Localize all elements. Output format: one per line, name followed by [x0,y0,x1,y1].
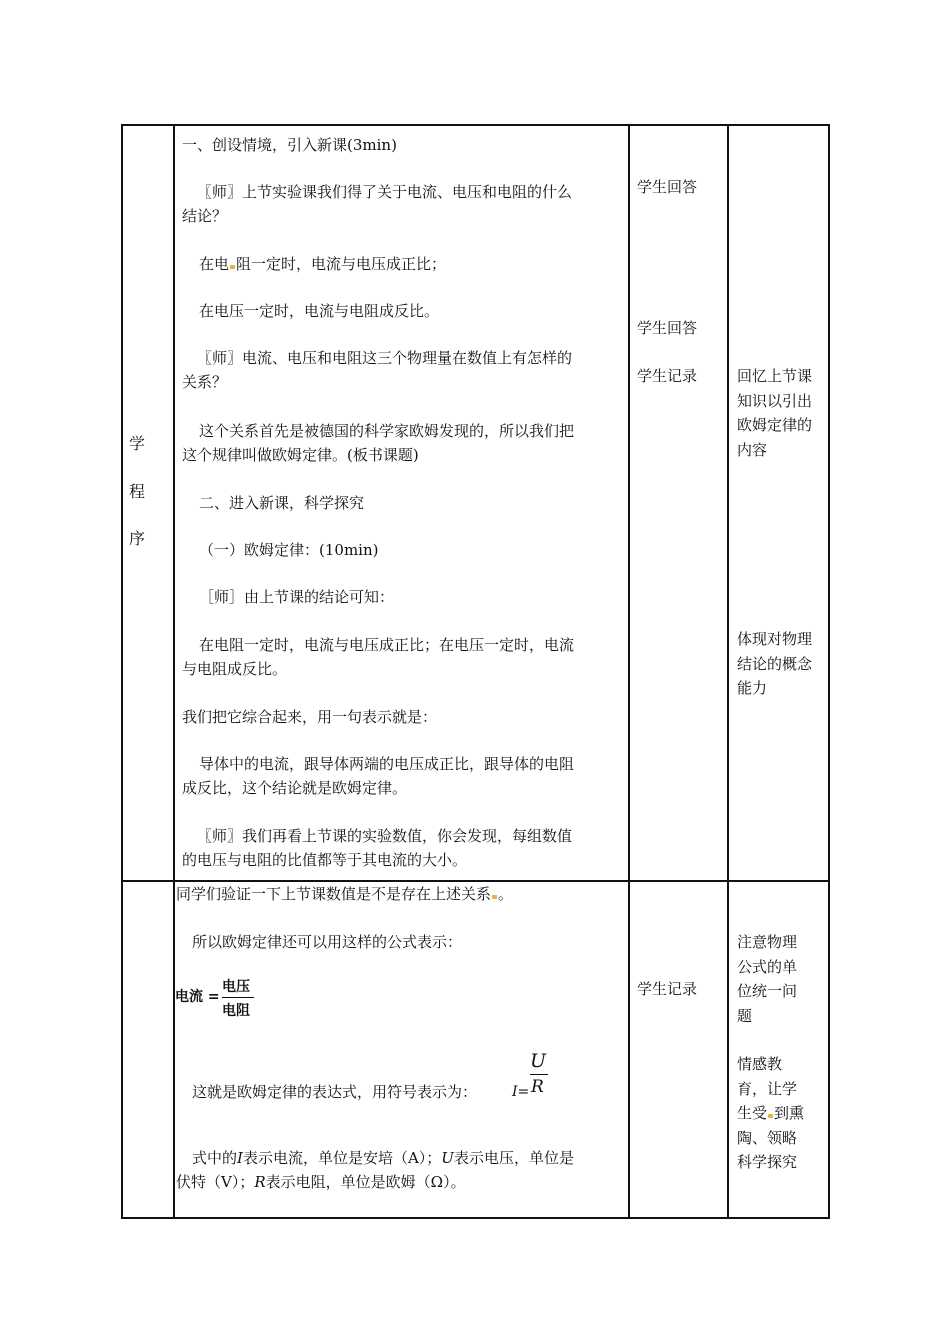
combined-conclusion-line-1: 在电阻一定时，电流与电压成正比；在电压一定时，电流 [199,636,575,654]
intent-3-line-3: 位统一问 [737,982,798,1000]
teacher-question-1-line-2: 结论？ [182,207,228,225]
intent-4-line-1: 情感教 [737,1055,783,1073]
student-activity-record-1: 学生记录 [637,367,698,385]
word-formula-denominator: 电阻 [222,1003,250,1019]
intent-2-line-2: 结论的概念 [737,655,813,673]
symbol-resistance: R [254,1173,266,1191]
symbolic-formula-lhs: I= [512,1084,530,1100]
intent-1-line-1: 回忆上节课 [737,367,813,385]
intent-2-line-3: 能力 [737,679,768,697]
answer-1-part-b: 阻一定时，电流与电压成正比； [236,255,447,273]
intent-4-line-5: 科学探究 [737,1153,798,1171]
table-border-left [121,124,123,1219]
intent-4-line-2: 育，让学 [737,1080,798,1098]
intent-4-text: 到熏 [774,1104,805,1122]
section-heading-1: 一、创设情境，引入新课(3min) [182,136,397,154]
units-text: 式中的 [192,1149,238,1167]
student-activity-record-2: 学生记录 [637,980,698,998]
subheading-ohms-law: （一）欧姆定律：(10min) [199,541,379,559]
verify-end: 。 [498,885,514,903]
units-text: 表示电压，单位是 [453,1149,574,1167]
table-col-divider-1 [173,124,175,1219]
ohms-law-statement-line-2: 成反比，这个结论就是欧姆定律。 [182,779,408,797]
verify-line [176,882,513,906]
verify-text: 同学们验证一下上节课数值是不是存在上述关系 [176,885,492,903]
symbolic-intro: 这就是欧姆定律的表达式，用符号表示为： [192,1083,478,1101]
formula-intro: 所以欧姆定律还可以用这样的公式表示： [192,933,463,951]
intent-1-line-4: 内容 [737,441,768,459]
summary-intro: 我们把它综合起来，用一句表示就是： [182,708,438,726]
intent-3-line-1: 注意物理 [737,933,798,951]
side-label-char-1: 学 [129,434,146,453]
teacher-question-3-line-2: 的电压与电阻的比值都等于其电流的大小。 [182,851,468,869]
intent-4-line-3 [737,1101,804,1125]
student-activity-answer-2: 学生回答 [637,319,698,337]
word-formula-numerator: 电压 [222,979,250,995]
intent-3-line-2: 公式的单 [737,958,798,976]
section-heading-2: 二、进入新课，科学探究 [199,494,365,512]
highlight-marker [230,265,235,269]
ohms-law-statement-line-1: 导体中的电流，跟导体两端的电压成正比，跟导体的电阻 [199,755,575,773]
intent-3-line-4: 题 [737,1007,753,1025]
teacher-question-2-line-2: 关系？ [182,373,228,391]
teacher-intro: ［师］由上节课的结论可知： [199,588,395,606]
symbol-voltage: U [441,1149,454,1167]
table-border-top [121,124,830,126]
history-line-2: 这个规律叫做欧姆定律。(板书课题) [182,446,419,464]
units-line-1 [192,1146,574,1170]
units-text: 伏特（V）； [176,1173,255,1191]
highlight-marker [492,895,497,899]
table-col-divider-2 [628,124,630,1219]
intent-1-line-2: 知识以引出 [737,392,813,410]
answer-1 [199,252,446,276]
intent-4-text: 生受 [737,1104,768,1122]
highlight-marker [768,1114,773,1118]
teacher-question-3-line-1: 〖师〗我们再看上节课的实验数值，你会发现，每组数值 [197,827,573,845]
intent-1-line-3: 欧姆定律的 [737,416,813,434]
intent-2-line-1: 体现对物理 [737,630,813,648]
table-col-divider-3 [727,124,729,1219]
fraction-bar [530,1074,548,1075]
answer-2: 在电压一定时，电流与电阻成反比。 [199,302,440,320]
symbolic-formula-denominator: R [531,1077,544,1097]
word-formula-lhs: 电流 = [175,989,220,1005]
history-line-1: 这个关系首先是被德国的科学家欧姆发现的，所以我们把 [199,422,575,440]
fraction-bar [222,997,254,998]
symbolic-formula-numerator: U [530,1050,547,1072]
student-activity-answer-1: 学生回答 [637,178,698,196]
units-line-2 [176,1170,466,1194]
units-text: 表示电阻，单位是欧姆（Ω）。 [265,1173,466,1191]
symbol-current: I [237,1149,243,1167]
answer-1-part-a: 在电 [199,255,230,273]
side-label-char-2: 程 [129,482,146,501]
units-text: 表示电流，单位是安培（A）； [242,1149,442,1167]
teacher-question-1-line-1: 〖师〗上节实验课我们得了关于电流、电压和电阻的什么 [197,183,573,201]
table-border-right [828,124,830,1219]
side-label-char-3: 序 [129,529,146,548]
combined-conclusion-line-2: 与电阻成反比。 [182,660,288,678]
table-border-bottom [121,1217,830,1219]
intent-4-line-4: 陶、领略 [737,1129,798,1147]
teacher-question-2-line-1: 〖师〗电流、电压和电阻这三个物理量在数值上有怎样的 [197,349,573,367]
